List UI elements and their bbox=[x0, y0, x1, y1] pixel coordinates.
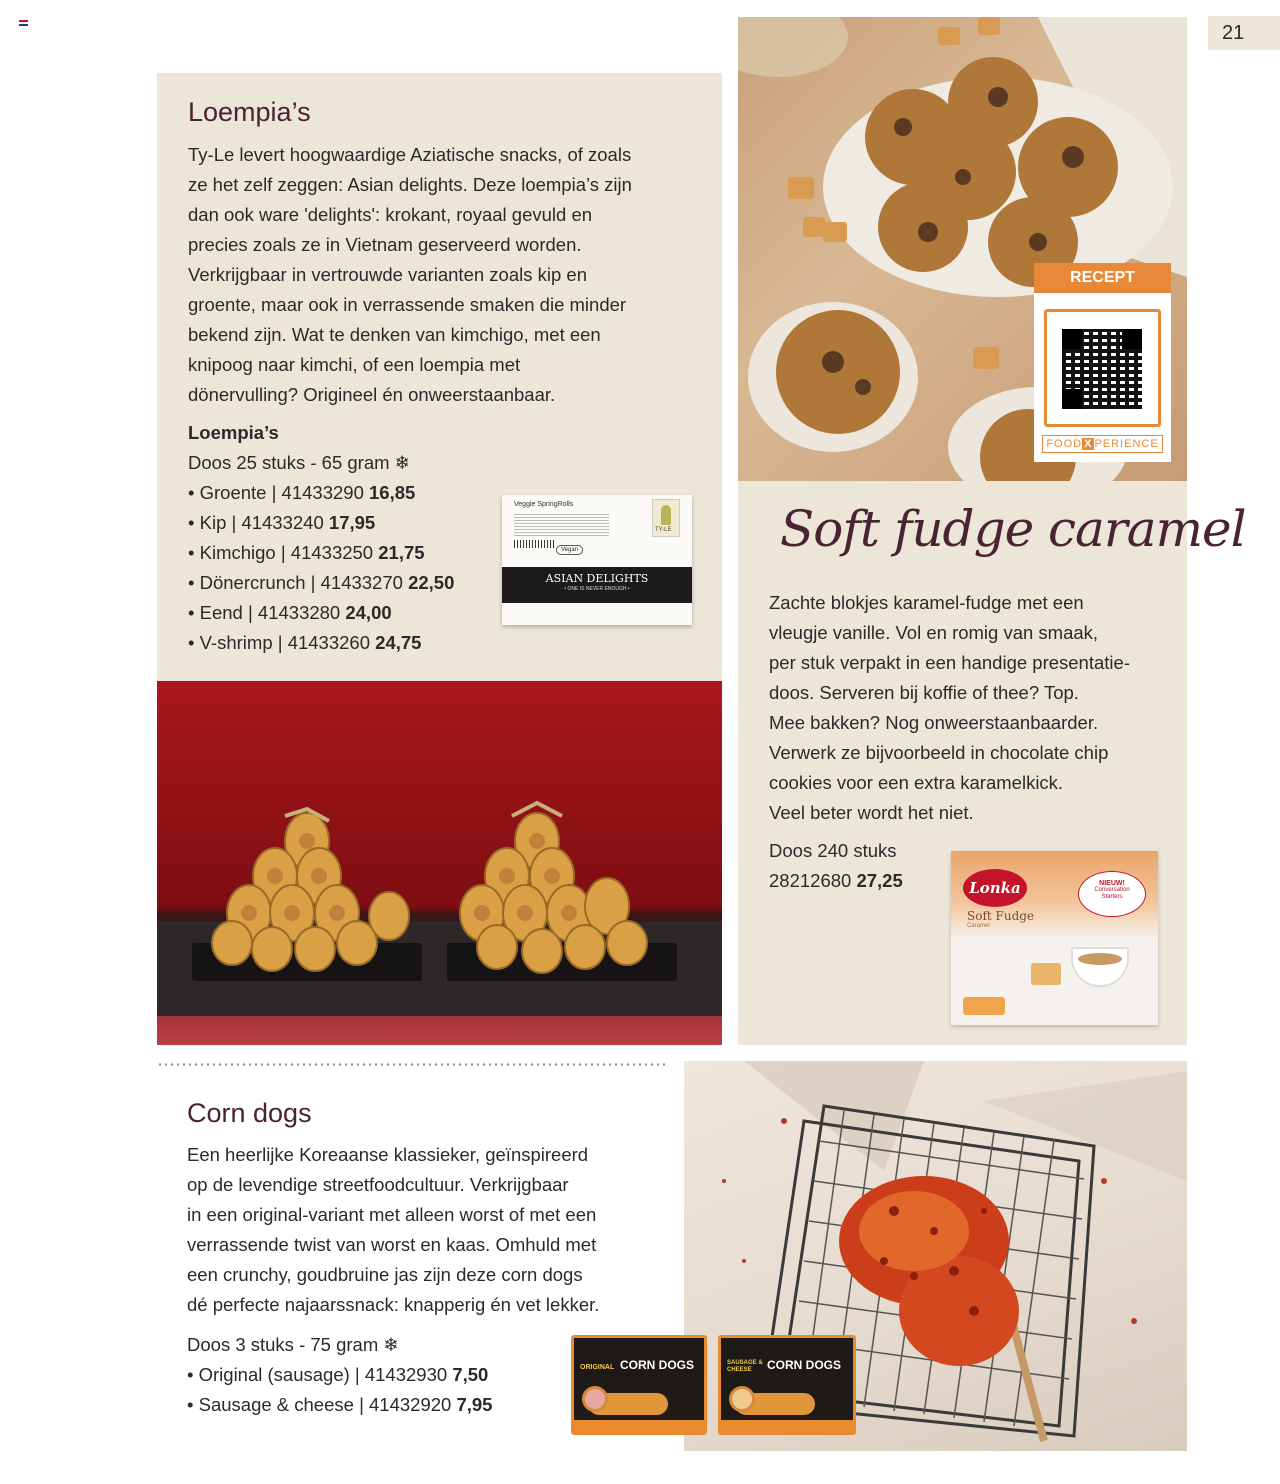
loempia-body-line: dönervulling? Origineel én onweerstaanbaar. bbox=[188, 384, 556, 405]
item-price: 17,95 bbox=[328, 512, 376, 533]
fudge-body-line: per stuk verpakt in een handige presentatie- bbox=[769, 652, 1130, 673]
item-price: 16,85 bbox=[369, 482, 416, 503]
item-price: 22,50 bbox=[408, 572, 455, 593]
corndogs-pack-info: Doos 3 stuks - 75 gram ❄ bbox=[187, 1334, 399, 1355]
box-variant: ORIGINAL bbox=[580, 1364, 615, 1371]
brand-logo bbox=[652, 499, 680, 537]
fudge-body-line: Mee bakken? Nog onweerstaanbaarder. bbox=[769, 712, 1099, 733]
item-label: • Kip | 41433240 bbox=[188, 512, 329, 533]
corndogs-body-line: op de levendige streetfoodcultuur. Verkrijgbaar bbox=[187, 1174, 569, 1195]
cookies-photo bbox=[738, 17, 1187, 481]
fudge-body-line: Zachte blokjes karamel-fudge met een bbox=[769, 592, 1084, 613]
corndogs-price-list bbox=[187, 1360, 492, 1420]
price-line-kip bbox=[188, 508, 454, 538]
qr-code-icon[interactable] bbox=[1062, 329, 1142, 409]
fudge-pieces-icon bbox=[1031, 963, 1061, 985]
loempia-body-line: bekend zijn. Wat te denken van kimchigo, met een bbox=[188, 324, 601, 345]
loempia-body-line: knipoog naar kimchi, of een loempia met bbox=[188, 354, 521, 375]
recipe-label: RECEPT bbox=[1034, 263, 1171, 293]
box-product-name: Veggie SpringRolls bbox=[514, 501, 574, 508]
loempia-photo bbox=[157, 681, 722, 1045]
spring-rolls-illustration bbox=[157, 681, 722, 1045]
item-price: 24,75 bbox=[375, 632, 422, 653]
corndog-box-original bbox=[571, 1335, 707, 1435]
fudge-price-line bbox=[769, 866, 903, 896]
price-line-vshrimp bbox=[188, 628, 454, 658]
foodxperience-logo bbox=[1042, 435, 1163, 453]
box-variant: SAUSAGE & CHEESE bbox=[727, 1360, 763, 1373]
cheese-slice-icon bbox=[729, 1386, 755, 1412]
logo-figure-icon bbox=[661, 505, 671, 525]
box-fineprint bbox=[514, 512, 609, 538]
fudge-body-line: Veel beter wordt het niet. bbox=[769, 802, 974, 823]
item-label: • V-shrimp | 41433260 bbox=[188, 632, 376, 653]
price-line-groente bbox=[188, 478, 454, 508]
new-badge bbox=[1078, 871, 1146, 917]
fudge-body-line: cookies voor een extra karamelkick. bbox=[769, 772, 1064, 793]
item-price: 7,95 bbox=[456, 1394, 493, 1415]
sausage-slice-icon bbox=[582, 1386, 608, 1412]
loempia-body-line: Verkrijgbaar in vertrouwde varianten zoals kip en bbox=[188, 264, 587, 285]
item-label: • Sausage & cheese | 41432920 bbox=[187, 1394, 457, 1415]
corndogs-body-line: verrassende twist van worst en kaas. Omhuld met bbox=[187, 1234, 597, 1255]
item-label: • Groente | 41433290 bbox=[188, 482, 369, 503]
section-divider bbox=[157, 1063, 669, 1066]
loempia-title: Loempia’s bbox=[188, 97, 311, 127]
item-label: • Eend | 41433280 bbox=[188, 602, 346, 623]
recipe-card[interactable] bbox=[1034, 263, 1171, 462]
corndogs-title: Corn dogs bbox=[187, 1098, 312, 1128]
price-line-eend bbox=[188, 598, 454, 628]
corndogs-body-line: in een original-variant met alleen worst of met een bbox=[187, 1204, 597, 1225]
coffee-cup-icon bbox=[1071, 947, 1129, 987]
wrapped-fudge-icon bbox=[963, 997, 1005, 1015]
box-name: CORN DOGS bbox=[620, 1358, 695, 1372]
item-label: • Original (sausage) | 41432930 bbox=[187, 1364, 453, 1385]
corndogs-description bbox=[187, 1140, 599, 1320]
badge-new: NIEUW! bbox=[1099, 880, 1125, 887]
price-line-sausage-cheese bbox=[187, 1390, 492, 1420]
box-bottom-band bbox=[574, 1420, 707, 1435]
loempia-body-line: groente, maar ook in verrassende smaken die minder bbox=[188, 294, 627, 315]
page-number: 21 bbox=[1222, 22, 1245, 44]
fudge-description bbox=[769, 588, 1130, 828]
badge-text: Conversation Starters bbox=[1094, 887, 1130, 900]
loempia-body-line: dan ook ware 'delights': krokant, royaal gevuld en bbox=[188, 204, 593, 225]
loempia-pack-info: Doos 25 stuks - 65 gram ❄ bbox=[188, 452, 411, 473]
item-price: 21,75 bbox=[378, 542, 425, 563]
banner-tagline: • ONE IS NEVER ENOUGH • bbox=[564, 586, 630, 592]
corndogs-body-line: Een heerlijke Koreaanse klassieker, geïnspireerd bbox=[187, 1144, 589, 1165]
page-number-tab bbox=[1208, 16, 1280, 50]
fudge-pack-info: Doos 240 stuks bbox=[769, 840, 897, 861]
box-product-title: Soft Fudge bbox=[967, 909, 1035, 923]
item-label: • Kimchigo | 41433250 bbox=[188, 542, 379, 563]
lonka-brand: Lonka bbox=[969, 879, 1021, 897]
banner-title: ASIAN DELIGHTS bbox=[545, 572, 649, 585]
fudge-title: Soft fudge caramel bbox=[780, 500, 1246, 558]
box-name: CORN DOGS bbox=[767, 1358, 842, 1372]
fudge-price: 27,25 bbox=[856, 870, 903, 891]
loempia-panel bbox=[157, 73, 722, 681]
price-line-kimchigo bbox=[188, 538, 454, 568]
corndogs-body-line: een crunchy, goudbruine jas zijn deze corn dogs bbox=[187, 1264, 583, 1285]
loempia-body-line: ze het zelf zeggen: Asian delights. Deze loempia’s zijn bbox=[188, 174, 632, 195]
lonka-logo bbox=[963, 869, 1027, 907]
loempia-product-box bbox=[502, 495, 692, 625]
vegan-badge: Vegan bbox=[556, 545, 583, 555]
logo-food: FOOD bbox=[1046, 438, 1083, 450]
box-banner bbox=[502, 567, 692, 603]
loempia-body-line: Ty-Le levert hoogwaardige Aziatische snacks, of zoals bbox=[188, 144, 632, 165]
corndog-box-sausage-cheese bbox=[718, 1335, 856, 1435]
fudge-code: 28212680 bbox=[769, 870, 857, 891]
item-price: 24,00 bbox=[345, 602, 392, 623]
logo-perience: PERIENCE bbox=[1094, 438, 1159, 450]
box-bottom-band bbox=[721, 1420, 856, 1435]
price-line-donercrunch bbox=[188, 568, 454, 598]
corndogs-body-line: dé perfecte najaarssnack: knapperig én vet lekker. bbox=[187, 1294, 600, 1315]
item-price: 7,50 bbox=[452, 1364, 489, 1385]
barcode-icon bbox=[514, 540, 554, 548]
loempia-price-list bbox=[188, 478, 454, 658]
loempia-description bbox=[188, 140, 632, 410]
logo-x: X bbox=[1084, 438, 1093, 450]
fudge-body-line: doos. Serveren bij koffie of thee? Top. bbox=[769, 682, 1079, 703]
box-product-sub: Caramel bbox=[967, 923, 990, 929]
fudge-body-line: vleugje vanille. Vol en romig van smaak, bbox=[769, 622, 1099, 643]
item-label: • Dönercrunch | 41433270 bbox=[188, 572, 409, 593]
brand-name: TY-LE bbox=[655, 527, 672, 533]
price-line-original bbox=[187, 1360, 492, 1390]
language-flag-icon[interactable] bbox=[19, 20, 28, 27]
loempia-body-line: precies zoals ze in Vietnam geserveerd worden. bbox=[188, 234, 582, 255]
fudge-body-line: Verwerk ze bijvoorbeeld in chocolate chip bbox=[769, 742, 1109, 763]
loempia-product-heading: Loempia’s bbox=[188, 422, 279, 443]
fudge-product-box bbox=[951, 851, 1158, 1025]
